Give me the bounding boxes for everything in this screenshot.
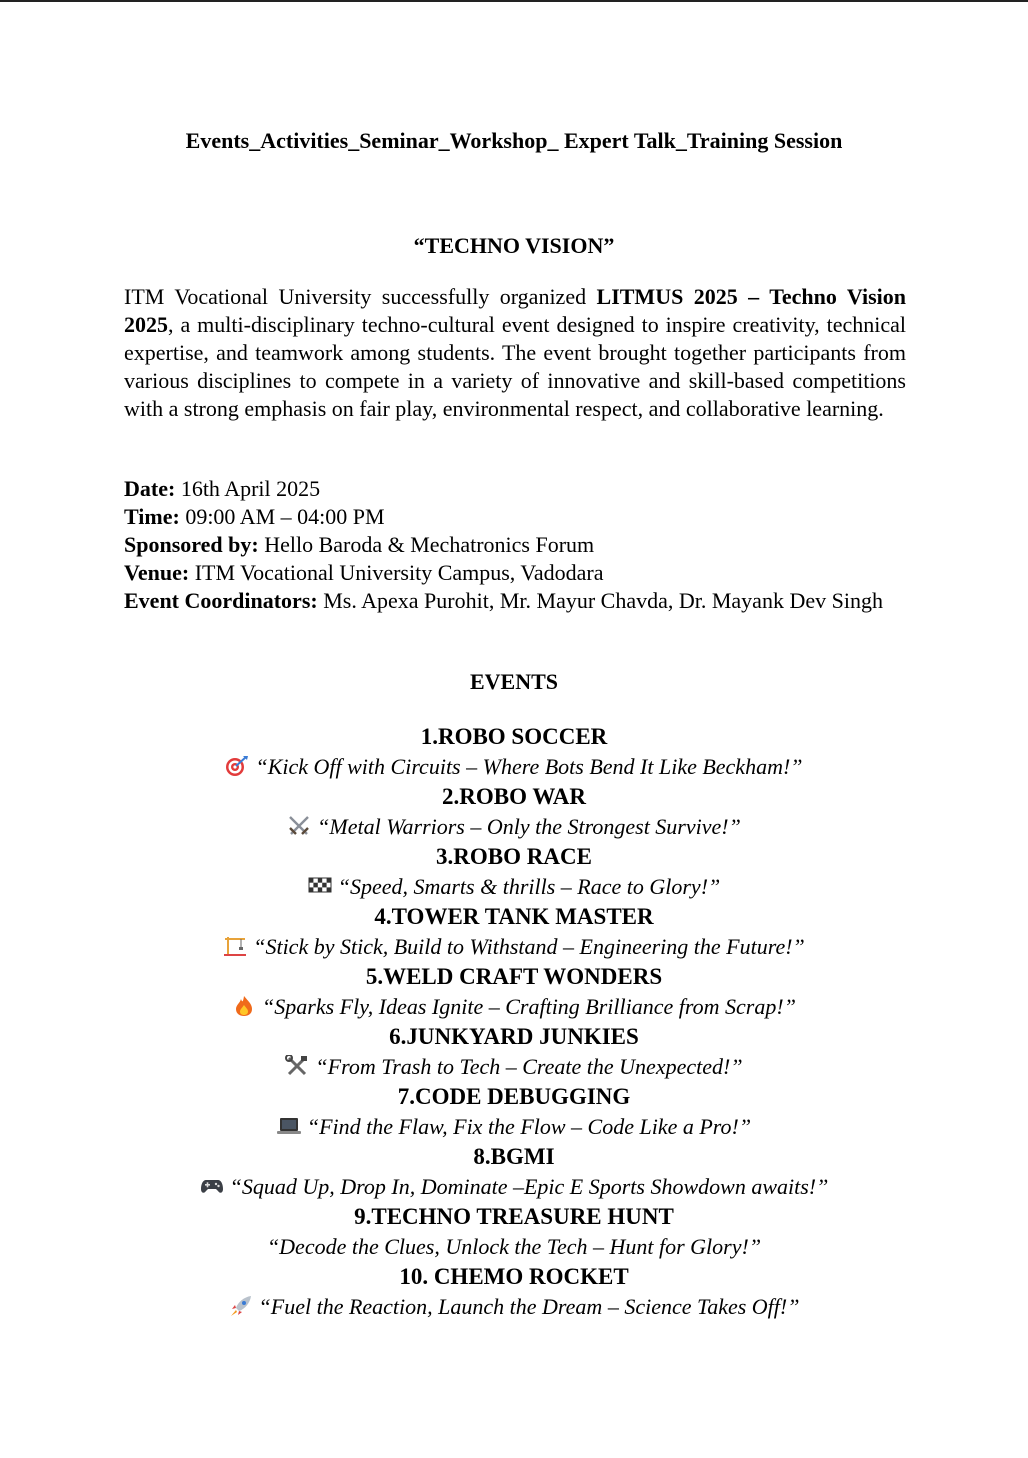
event-title: 2.ROBO WAR [442,784,586,809]
laptop-icon [277,1115,301,1137]
event-bgmi [0,1142,1028,1202]
tagline-text: “Metal Warriors – Only the Strongest Survive!” [317,814,741,839]
event-robo-war [0,782,1028,842]
gamepad-icon [200,1175,224,1197]
event-tagline [0,1112,1028,1142]
sponsor-row [124,531,906,559]
event-robo-soccer [0,722,1028,782]
sponsor-value: Hello Baroda & Mechatronics Forum [258,532,595,557]
event-code-debugging [0,1082,1028,1142]
intro-text-start: ITM Vocational University successfully organized [124,284,597,309]
event-tagline [0,1232,1028,1262]
tagline-text: “Decode the Clues, Unlock the Tech – Hunt for Glory!” [266,1234,762,1259]
event-title: 1.ROBO SOCCER [420,724,608,749]
event-weld-craft-wonders [0,962,1028,1022]
crossed-swords-icon [287,815,311,837]
sponsor-label: Sponsored by: [124,532,259,557]
tools-icon [285,1055,309,1077]
event-title: 10. CHEMO ROCKET [399,1264,629,1289]
event-details [124,475,906,615]
events-heading: EVENTS [469,669,559,694]
checkered-flag-icon [308,875,332,897]
event-list [0,722,1028,1322]
event-junkyard-junkies [0,1022,1028,1082]
tagline-text: “From Trash to Tech – Create the Unexpected!” [315,1054,743,1079]
coordinators-row [124,587,906,615]
event-tagline [0,1172,1028,1202]
event-title: 4.TOWER TANK MASTER [374,904,654,929]
event-tagline [0,752,1028,782]
top-border-line [0,0,1028,2]
coordinators-value: Ms. Apexa Purohit, Mr. Mayur Chavda, Dr. Mayank Dev Singh [317,588,883,613]
tagline-text: “Kick Off with Circuits – Where Bots Bend It Like Beckham!” [255,754,803,779]
event-title: 8.BGMI [473,1144,555,1169]
venue-value: ITM Vocational University Campus, Vadodara [189,560,604,585]
event-robo-race [0,842,1028,902]
event-title: 5.WELD CRAFT WONDERS [365,964,663,989]
time-row [124,503,906,531]
coordinators-label: Event Coordinators: [124,588,318,613]
event-tagline [0,812,1028,842]
intro-text-end: , a multi-disciplinary techno-cultural event designed to inspire creativity, technical expertise, and teamwork among students. The event brought together participants from various disciplines to compete in a variety of innovative and skill-based competitions with a strong emphasis on fair play, environmental respect, and collaborative learning. [124,312,906,421]
event-tagline [0,992,1028,1022]
tagline-text: “Fuel the Reaction, Launch the Dream – Science Takes Off!” [258,1294,800,1319]
event-tower-tank-master [0,902,1028,962]
tagline-text: “Squad Up, Drop In, Dominate –Epic E Sports Showdown awaits!” [229,1174,829,1199]
event-tagline [0,872,1028,902]
time-value: 09:00 AM – 04:00 PM [179,504,385,529]
venue-row [124,559,906,587]
fire-icon [232,995,256,1017]
intro-event-name: LITMUS 2025 – Techno Vision 2025 [124,284,906,337]
event-title: 9.TECHNO TREASURE HUNT [354,1204,674,1229]
intro-paragraph [124,283,906,423]
rocket-icon [229,1295,253,1317]
event-tagline [0,1052,1028,1082]
tagline-text: “Sparks Fly, Ideas Ignite – Crafting Brilliance from Scrap!” [262,994,796,1019]
event-title: 7.CODE DEBUGGING [397,1084,631,1109]
event-title: 6.JUNKYARD JUNKIES [389,1024,639,1049]
event-techno-treasure-hunt [0,1202,1028,1262]
event-title: 3.ROBO RACE [436,844,592,869]
event-tagline [0,1292,1028,1322]
crane-icon [223,935,247,957]
target-icon [225,755,249,777]
date-label: Date: [124,476,176,501]
tagline-text: “Stick by Stick, Build to Withstand – Engineering the Future!” [253,934,805,959]
document-title: “TECHNO VISION” [413,233,615,258]
page-header: Events_Activities_Seminar_Workshop_ Expert Talk_Training Session [185,128,843,153]
date-value: 16th April 2025 [175,476,321,501]
tagline-text: “Speed, Smarts & thrills – Race to Glory!” [337,874,721,899]
event-tagline [0,932,1028,962]
event-chemo-rocket [0,1262,1028,1322]
date-row [124,475,906,503]
time-label: Time: [124,504,180,529]
tagline-text: “Find the Flaw, Fix the Flow – Code Like a Pro!” [306,1114,752,1139]
venue-label: Venue: [124,560,190,585]
